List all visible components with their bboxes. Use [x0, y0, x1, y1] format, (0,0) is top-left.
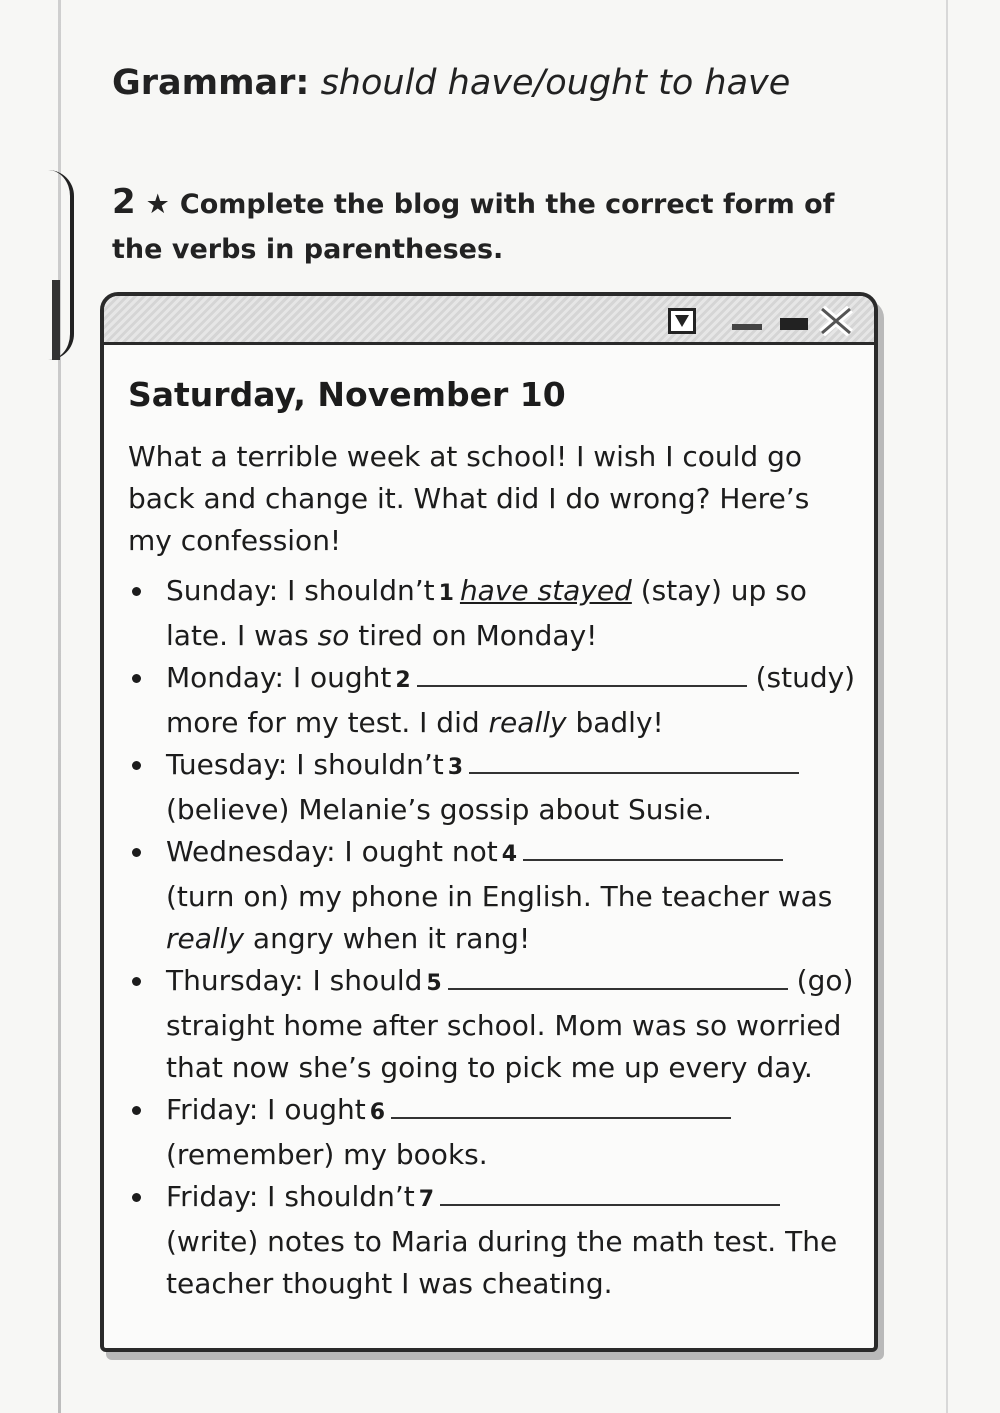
dropdown-icon[interactable] — [668, 308, 696, 334]
list-item — [128, 657, 858, 744]
item-number: 7 — [418, 1187, 435, 1212]
blog-content — [128, 374, 858, 1305]
entry-lead: Wednesday: I ought not — [166, 835, 498, 868]
list-item — [128, 960, 858, 1089]
entry-lead: Tuesday: I shouldn’t — [166, 748, 444, 781]
answer-blank[interactable] — [469, 748, 799, 774]
bullet-icon — [132, 848, 141, 857]
entry-lead: Sunday: I shouldn’t — [166, 574, 435, 607]
answer-blank[interactable] — [440, 1180, 780, 1206]
entry-text: (turn on) my phone in English. The teacher was — [166, 880, 833, 913]
entry-lead: Friday: I ought — [166, 1093, 366, 1126]
entry-lead: Friday: I shouldn’t — [166, 1180, 415, 1213]
entry-text: tired on Monday! — [349, 619, 598, 652]
entry-text: (write) notes to Maria during the math test. The teacher thought I was cheating. — [166, 1225, 838, 1300]
example-answer: have stayed — [459, 574, 632, 607]
entry-emphasis: so — [317, 619, 350, 652]
item-number: 4 — [501, 842, 518, 867]
blog-date: Saturday, November 10 — [128, 375, 566, 414]
list-item — [128, 1089, 858, 1176]
entry-text: (believe) Melanie’s gossip about Susie. — [166, 793, 713, 826]
window-titlebar — [104, 296, 874, 345]
entry-text: (go) straight home after school. Mom was so worried that now she’s going to pick me up every day. — [166, 964, 854, 1084]
entry-lead: Thursday: I should — [166, 964, 423, 997]
bullet-icon — [132, 761, 141, 770]
instruction-text: Complete the blog with the correct form of the verbs in parentheses. — [112, 189, 835, 265]
list-item — [128, 570, 858, 657]
entry-emphasis: really — [166, 922, 245, 955]
maximize-icon[interactable] — [778, 308, 810, 334]
answer-blank[interactable] — [391, 1093, 731, 1119]
entry-text: (remember) my books. — [166, 1138, 488, 1171]
answer-blank[interactable] — [417, 661, 747, 687]
item-number: 2 — [395, 668, 411, 693]
list-item — [128, 831, 858, 960]
binder-mark — [52, 280, 60, 360]
heading-label: Grammar: — [112, 63, 310, 103]
bullet-icon — [132, 587, 141, 596]
item-number: 3 — [447, 755, 464, 780]
item-number: 1 — [438, 581, 454, 606]
answer-blank[interactable] — [448, 964, 788, 990]
page-edge — [946, 0, 948, 1413]
entry-list — [128, 570, 858, 1305]
bullet-icon — [132, 674, 141, 683]
minimize-icon[interactable] — [730, 308, 764, 334]
bullet-icon — [132, 1193, 141, 1202]
exercise-instruction — [112, 180, 872, 272]
bullet-icon — [132, 1106, 141, 1115]
blog-intro: What a terrible week at school! I wish I could go back and change it. What did I do wrong? Here’s my confession! — [128, 440, 810, 557]
answer-blank[interactable] — [523, 835, 783, 861]
entry-text: (study) more for my test. I did — [166, 661, 856, 739]
entry-lead: Monday: I ought — [166, 661, 392, 694]
blog-window — [100, 292, 878, 1352]
list-item — [128, 744, 858, 831]
exercise-number: 2 — [112, 182, 136, 222]
close-icon[interactable] — [816, 308, 856, 334]
item-number: 5 — [426, 971, 442, 996]
section-heading — [112, 62, 872, 104]
entry-text: angry when it rang! — [244, 922, 531, 955]
entry-text: (stay) up so late. I was — [166, 574, 807, 652]
bullet-icon — [132, 977, 141, 986]
item-number: 6 — [369, 1100, 386, 1125]
list-item — [128, 1176, 858, 1305]
star-icon: ★ — [145, 189, 170, 220]
heading-topic: should have/ought to have — [320, 63, 791, 103]
entry-text: badly! — [566, 706, 664, 739]
entry-emphasis: really — [488, 706, 567, 739]
